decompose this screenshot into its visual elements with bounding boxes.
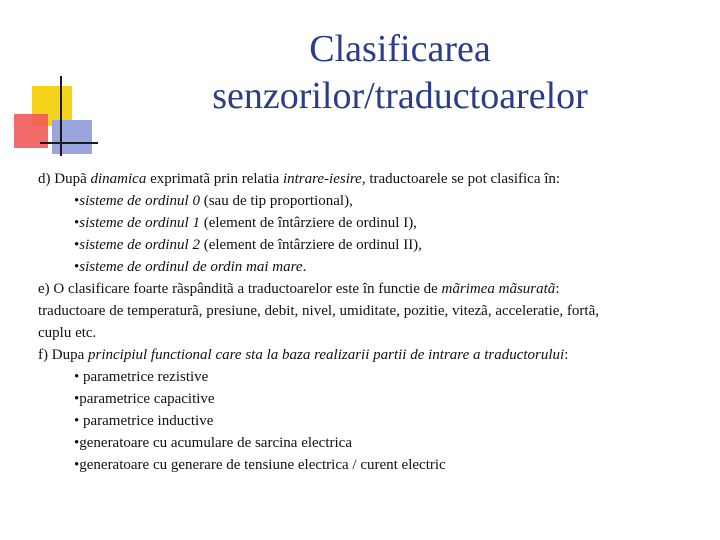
section-f-item: •generatoare cu generare de tensiune electrica / curent electric [74, 457, 446, 473]
section-d-item: •sisteme de ordinul 1 (element de întârziere de ordinul I), [74, 215, 417, 231]
decorative-logo [8, 76, 100, 162]
vertical-line [60, 76, 62, 156]
section-e-heading: e) O clasificare foarte rãspânditã a traductoarelor este în functie de mãrimea mãsuratã: [38, 281, 560, 297]
slide-title [150, 26, 650, 120]
blue-square [52, 120, 92, 154]
section-d-item: •sisteme de ordinul 2 (element de întârziere de ordinul II), [74, 237, 422, 253]
section-f-item: •parametrice capacitive [74, 391, 215, 407]
section-f-item: • parametrice inductive [74, 413, 214, 429]
section-e-line: cuplu etc. [38, 325, 97, 341]
section-e-line: traductoare de temperaturã, presiune, debit, nivel, umiditate, pozitie, vitezã, acceleratie, fortã, [38, 303, 599, 319]
slide-content [38, 168, 718, 476]
section-d-heading: d) Dupã dinamica exprimatã prin relatia intrare-iesire, traductoarele se pot clasifica în: [38, 171, 561, 187]
section-f-item: •generatoare cu acumulare de sarcina electrica [74, 435, 352, 451]
title-line-2: senzorilor/traductoarelor [212, 75, 588, 117]
section-f-item: • parametrice rezistive [74, 369, 209, 385]
section-d-item: •sisteme de ordinul de ordin mai mare. [74, 259, 307, 275]
horizontal-line [40, 142, 98, 144]
title-line-1: Clasificarea [309, 28, 491, 70]
section-f-heading: f) Dupa principiul functional care sta la baza realizarii partii de intrare a traductorului: [38, 347, 569, 363]
section-d-item: •sisteme de ordinul 0 (sau de tip proportional), [74, 193, 353, 209]
